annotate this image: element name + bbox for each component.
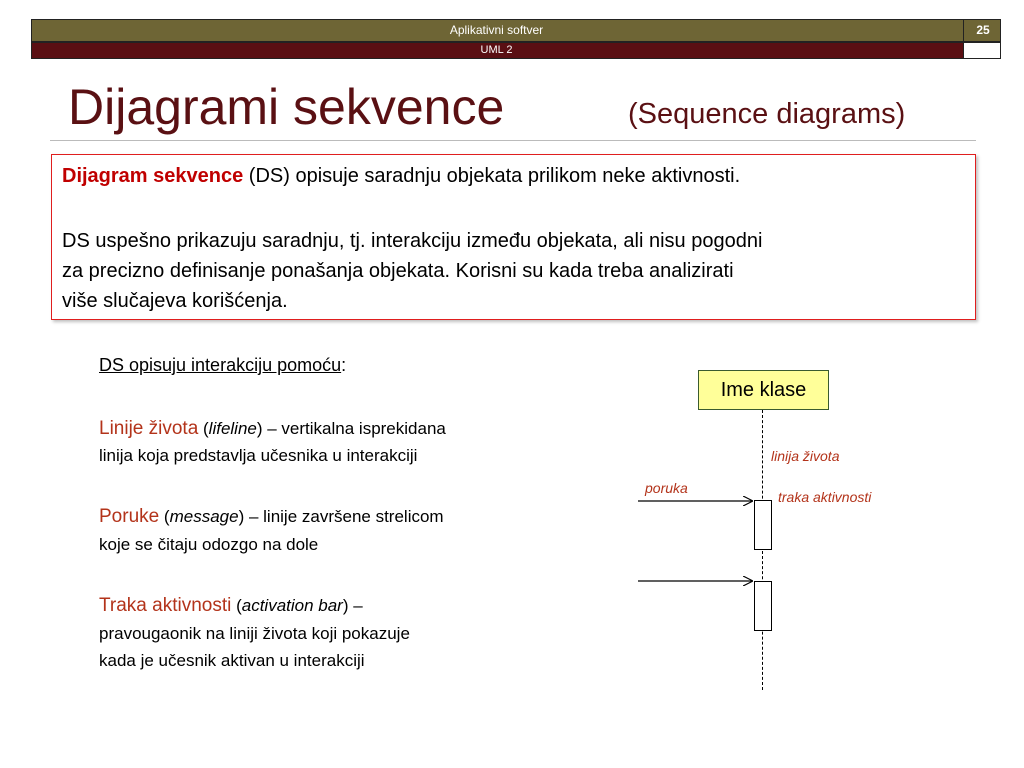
message-term: Poruke [99, 506, 160, 527]
definition-line-4: više slučajeva korišćenja. [62, 290, 288, 312]
header-corner-box [963, 42, 1001, 59]
message-item-line-2: koje se čitaju odozgo na dole [99, 535, 319, 554]
class-box: Ime klase [698, 370, 829, 410]
lifeline-paren: ( [198, 419, 209, 438]
title-divider [50, 140, 976, 141]
definition-line-1 [62, 161, 740, 191]
definition-line-1-rest: (DS) opisuje saradnju objekata prilikom neke aktivnosti. [243, 165, 741, 187]
definition-term: Dijagram sekvence [62, 165, 244, 187]
activation-item-line-1 [99, 595, 363, 617]
intro-underlined: DS opisuju interakciju pomoću [99, 355, 342, 375]
header-subtitle: UML 2 [480, 44, 513, 56]
message-paren: ( [159, 507, 170, 526]
definition-line-2: DS uspešno prikazuju saradnju, tj. interakciju između objekata, ali nisu pogodni [62, 230, 763, 252]
intro-text [99, 355, 346, 376]
activation-item-line-3: kada je učesnik aktivan u interakciji [99, 651, 365, 670]
activation-bar-2 [754, 581, 772, 631]
activation-rest: ) – [342, 596, 363, 615]
slide-title: Dijagrami sekvence [68, 79, 505, 135]
activation-paren: ( [231, 596, 242, 615]
lifeline-italic: lifeline [208, 419, 257, 438]
definition-line-3: za precizno definisanje ponašanja objekata. Korisni su kada treba analizirati [62, 260, 734, 282]
activation-term: Traka aktivnosti [99, 595, 232, 616]
page-number: 25 [963, 19, 1002, 42]
header-title: Aplikativni softver [449, 23, 544, 37]
message-rest: ) – linije završene strelicom [238, 507, 444, 526]
activation-bar-1 [754, 500, 772, 550]
message-italic: message [169, 507, 239, 526]
lifeline-item-line-1 [99, 418, 446, 440]
lifeline-rest: ) – vertikalna isprekidana [256, 419, 446, 438]
intro-colon: : [341, 355, 347, 375]
lifeline-dashed-line [762, 410, 763, 690]
label-message: poruka [645, 480, 688, 496]
activation-item-line-2: pravougaonik na liniji života koji pokazuje [99, 624, 410, 643]
lifeline-term: Linije života [99, 418, 199, 439]
label-lifeline: linija života [771, 448, 840, 464]
label-activation-bar: traka aktivnosti [778, 489, 872, 505]
activation-italic: activation bar [241, 596, 343, 615]
lifeline-item-line-2: linija koja predstavlja učesnika u interakciji [99, 446, 418, 465]
message-item-line-1 [99, 506, 444, 528]
slide-title-sub: (Sequence diagrams) [628, 98, 906, 130]
